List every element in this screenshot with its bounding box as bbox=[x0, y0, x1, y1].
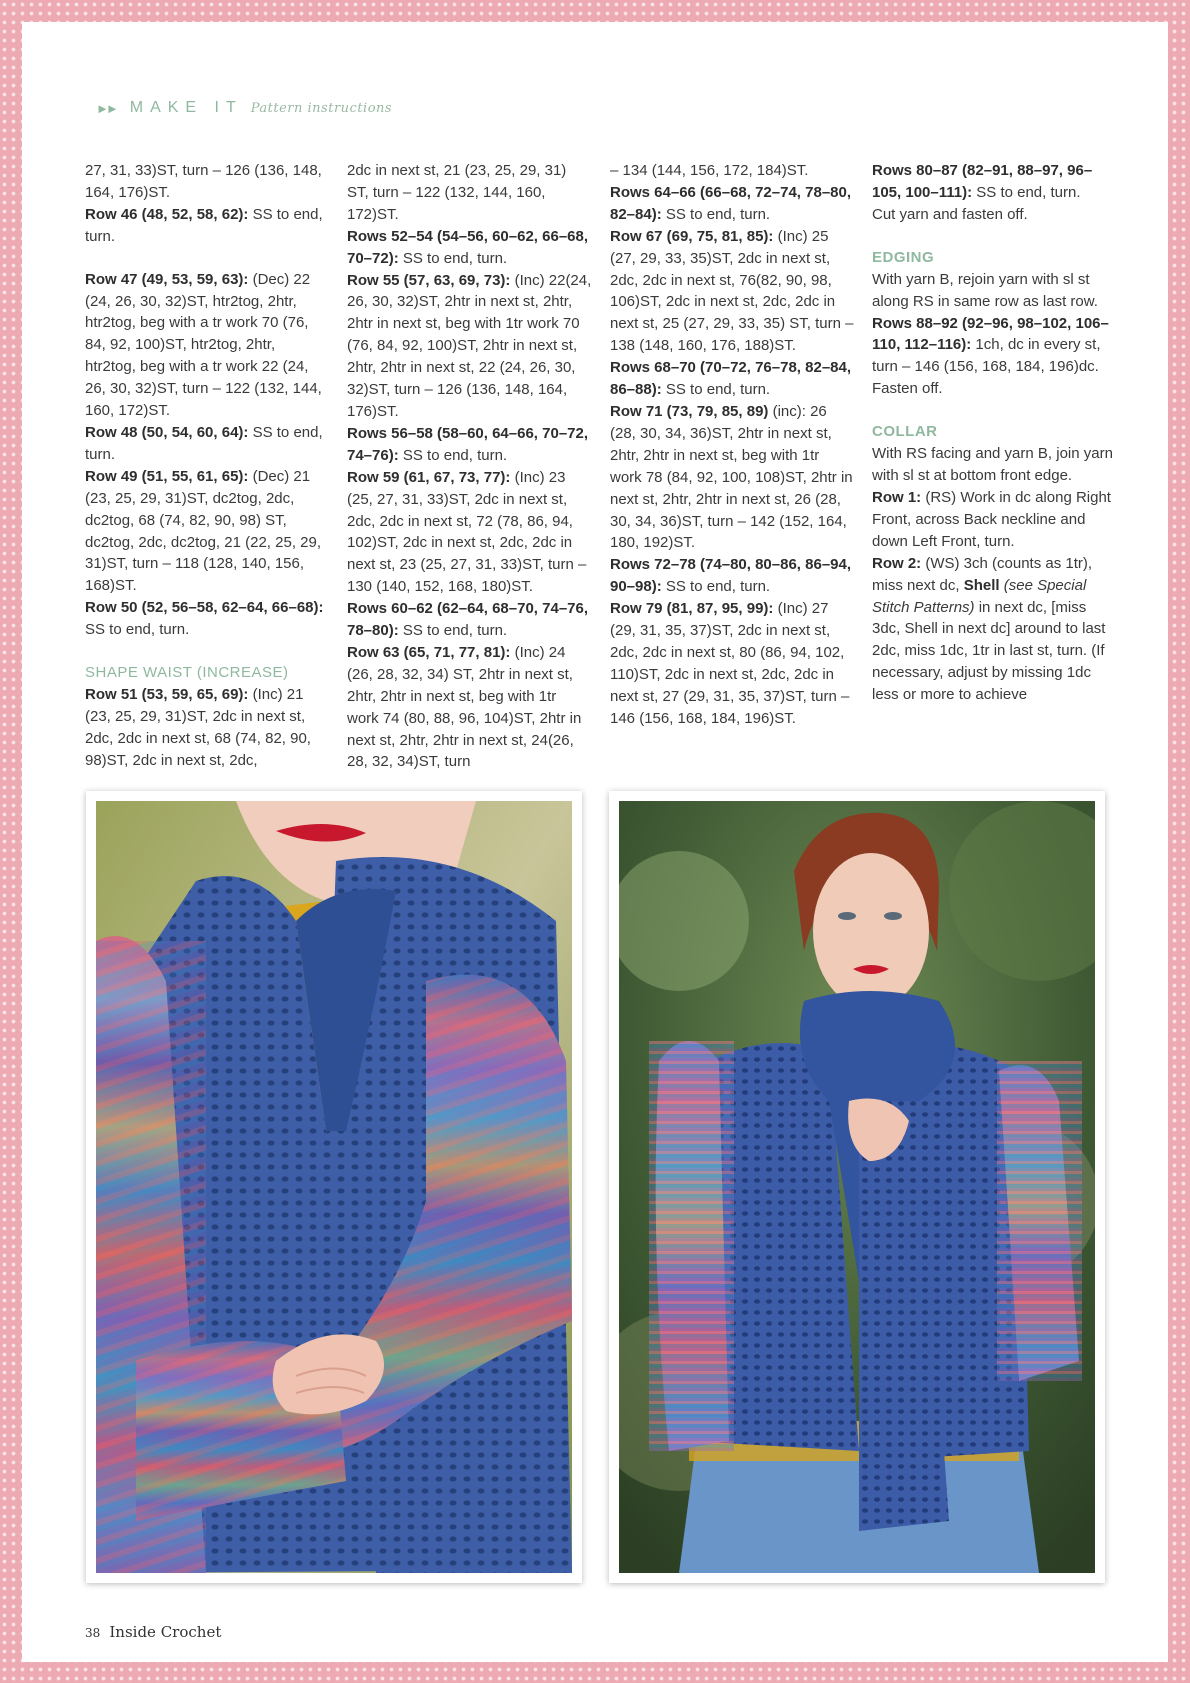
photo-frame-right bbox=[609, 791, 1105, 1583]
cardigan-closeup-image bbox=[96, 801, 572, 1573]
row-label: Row 50 (52, 56–58, 62–64, 66–68): bbox=[85, 599, 324, 617]
pattern-row bbox=[872, 160, 1117, 204]
row-label: Row 46 (48, 52, 58, 62): bbox=[85, 205, 249, 223]
row-text: – 134 (144, 156, 172, 184)ST. bbox=[610, 162, 809, 179]
row-label: Row 71 (73, 79, 85, 89) bbox=[610, 402, 769, 420]
pattern-row bbox=[85, 160, 330, 204]
photo-frame-left bbox=[86, 791, 582, 1583]
model-wearing-cardigan-image bbox=[619, 801, 1095, 1573]
pattern-row bbox=[610, 401, 855, 554]
pattern-row bbox=[347, 226, 592, 270]
page-number: 38 bbox=[85, 1626, 101, 1640]
photo-closeup bbox=[96, 801, 572, 1573]
pattern-row bbox=[610, 226, 855, 357]
row-text: 27, 31, 33)ST, turn – 126 (136, 148, 164, 176)ST. bbox=[85, 162, 322, 201]
pattern-row bbox=[347, 467, 592, 598]
pattern-row bbox=[347, 270, 592, 423]
stitch-name: Shell bbox=[963, 576, 1000, 594]
row-label: Rows 88–92 (92–96, 98–102, 106–110, 112–116): bbox=[872, 314, 1109, 354]
row-label: Rows 68–70 (70–72, 76–78, 82–84, 86–88): bbox=[610, 359, 852, 399]
text-column-1 bbox=[85, 160, 330, 772]
row-text: With yarn B, rejoin yarn with sl st along RS in same row as last row. bbox=[872, 270, 1098, 310]
row-label: Row 63 (65, 71, 77, 81): bbox=[347, 643, 511, 661]
row-text: Cut yarn and fasten off. bbox=[872, 205, 1028, 223]
row-text: SS to end, turn. bbox=[398, 446, 508, 464]
row-text: SS to end, turn. bbox=[661, 205, 771, 223]
section-heading: EDGING bbox=[872, 248, 935, 266]
row-text: SS to end, turn. bbox=[661, 381, 771, 399]
pattern-row bbox=[85, 269, 330, 422]
row-text: With RS facing and yarn B, join yarn with sl st at bottom front edge. bbox=[872, 445, 1113, 485]
pattern-row bbox=[85, 597, 330, 641]
row-text: (Inc) 27 (29, 31, 35, 37)ST, 2dc in next st, 2dc, 2dc in next st, 80 (86, 94, 102, 110)ST, 2dc in next st, 2dc, 2dc in next st, 27 (29, 31, 35, 37)ST, turn – 146 (156, 168, 184, 196)ST. bbox=[610, 600, 850, 727]
row-text: (WS) 3ch (counts as 1tr), miss next dc, bbox=[872, 554, 1093, 594]
row-label: Row 51 (53, 59, 65, 69): bbox=[85, 686, 249, 704]
pattern-row bbox=[872, 378, 1117, 400]
row-label: Rows 52–54 (54–56, 60–62, 66–68, 70–72): bbox=[347, 227, 589, 267]
text-column-4 bbox=[872, 160, 1117, 706]
section-heading: COLLAR bbox=[872, 423, 938, 441]
row-label: Row 48 (50, 54, 60, 64): bbox=[85, 423, 249, 441]
row-label: Rows 80–87 (82–91, 88–97, 96–105, 100–111): bbox=[872, 162, 1093, 201]
pattern-row bbox=[85, 466, 330, 597]
pattern-row bbox=[347, 598, 592, 642]
pattern-row bbox=[872, 487, 1117, 553]
row-label: Rows 60–62 (62–64, 68–70, 74–76, 78–80): bbox=[347, 600, 589, 640]
page-footer bbox=[85, 1622, 221, 1641]
row-text: SS to end, turn. bbox=[85, 423, 323, 463]
row-label: Row 67 (69, 75, 81, 85): bbox=[610, 227, 774, 245]
pattern-row bbox=[610, 357, 855, 401]
pattern-row bbox=[610, 160, 855, 182]
pattern-row bbox=[872, 269, 1117, 313]
page-header bbox=[96, 96, 392, 120]
row-label: Row 49 (51, 55, 61, 65): bbox=[85, 467, 249, 485]
section-heading: SHAPE WAIST (INCREASE) bbox=[85, 664, 289, 682]
row-text: SS to end, turn. bbox=[661, 578, 771, 596]
row-label: Row 1: bbox=[872, 488, 922, 506]
text-column-2 bbox=[347, 160, 592, 773]
row-label: Row 59 (61, 67, 73, 77): bbox=[347, 468, 511, 486]
stitch-note: (see Special Stitch Patterns) bbox=[872, 576, 1087, 616]
pattern-row bbox=[610, 598, 855, 729]
row-text: SS to end, turn. bbox=[398, 622, 508, 640]
row-label: Row 55 (57, 63, 69, 73): bbox=[347, 271, 511, 289]
pattern-row bbox=[872, 443, 1117, 487]
row-text: (Inc) 24 (26, 28, 32, 34) ST, 2htr in next st, 2htr, 2htr in next st, beg with 1tr work 74 (80, 88, 96, 104)ST, 2htr in next st, 2htr, 2htr in next st, 24(26, 28, 32, 34)ST, turn bbox=[347, 643, 582, 771]
row-text: Fasten off. bbox=[872, 380, 943, 398]
pattern-row bbox=[85, 204, 330, 248]
pattern-row bbox=[610, 182, 855, 226]
row-label: Rows 56–58 (58–60, 64–66, 70–72, 74–76): bbox=[347, 424, 589, 464]
magazine-name: Inside Crochet bbox=[109, 1623, 222, 1641]
pattern-row bbox=[347, 160, 592, 226]
pattern-row bbox=[85, 422, 330, 466]
row-text: 1ch, dc in every st, turn – 146 (156, 168, 184, 196)dc. bbox=[872, 336, 1101, 376]
row-text: SS to end, turn. bbox=[972, 183, 1081, 201]
pattern-row bbox=[347, 642, 592, 773]
pattern-row bbox=[85, 684, 330, 772]
row-label: Rows 64–66 (66–68, 72–74, 78–80, 82–84): bbox=[610, 183, 852, 223]
row-text: (Inc) 23 (25, 27, 31, 33)ST, 2dc in next st, 2dc, 2dc in next st, 72 (78, 86, 94, 102)ST, 2dc in next st, 2dc, 2dc in next st, 23 (25, 27, 31, 33)ST, turn – 130 (140, 152, 168, 180)ST. bbox=[347, 468, 587, 596]
row-text: (Dec) 21 (23, 25, 29, 31)ST, dc2tog, 2dc, dc2tog, 68 (74, 82, 90, 98) ST, dc2tog, 2dc, dc2tog, 21 (22, 25, 29, 31)ST, turn – 118 (128, 140, 156, 168)ST. bbox=[85, 467, 322, 595]
row-text: SS to end, turn. bbox=[85, 205, 323, 245]
pattern-row bbox=[347, 423, 592, 467]
row-text: (Inc) 22(24, 26, 30, 32)ST, 2htr in next st, 2htr, 2htr in next st, beg with 1tr work 70 (76, 84, 92, 100)ST, 2htr in next st, 2htr, 2htr in next st, 22 (24, 26, 30, 32)ST, turn – 126 (136, 148, 164, 176)ST. bbox=[347, 271, 592, 420]
section-subtitle: Pattern instructions bbox=[250, 100, 393, 116]
row-text: (RS) Work in dc along Right Front, across Back neckline and down Left Front, turn. bbox=[872, 488, 1111, 550]
row-label: Rows 72–78 (74–80, 80–86, 86–94, 90–98): bbox=[610, 556, 852, 596]
row-text: (Inc) 25 (27, 29, 33, 35)ST, 2dc in next st, 2dc, 2dc in next st, 76(82, 90, 98, 106)ST, 2dc in next st, 2dc, 2dc in next st, 25 (27, 29, 33, 35) ST, turn – 138 (148, 160, 176, 188)ST. bbox=[610, 227, 854, 355]
row-label: Row 47 (49, 53, 59, 63): bbox=[85, 270, 249, 288]
section-title: MAKE IT bbox=[129, 99, 243, 116]
pattern-row bbox=[872, 553, 1117, 706]
row-text: SS to end, turn. bbox=[398, 249, 508, 267]
pattern-row bbox=[610, 554, 855, 598]
double-arrow-icon: ►► bbox=[96, 100, 116, 116]
row-text: (inc): 26 (28, 30, 34, 36)ST, 2htr in next st, 2htr, 2htr in next st, beg with 1tr work 78 (84, 92, 100, 108)ST, 2htr in next st, 2htr, 2htr in next st, 26 (28, 30, 34, 36)ST, turn – 142 (152, 164, 180, 192)ST. bbox=[610, 402, 853, 552]
row-label: Row 79 (81, 87, 95, 99): bbox=[610, 600, 774, 618]
pattern-row bbox=[872, 313, 1117, 379]
text-column-3 bbox=[610, 160, 855, 730]
pattern-row bbox=[872, 204, 1117, 226]
row-label: Row 2: bbox=[872, 554, 922, 572]
row-text: (Dec) 22 (24, 26, 30, 32)ST, htr2tog, 2htr, htr2tog, beg with a tr work 70 (76, 84, 92, 100)ST, htr2tog, 2htr, htr2tog, beg with a tr work 22 (24, 26, 30, 32)ST, turn – 122 (132, 144, 160, 172)ST. bbox=[85, 270, 322, 420]
row-text: SS to end, turn. bbox=[85, 621, 190, 639]
row-text: (Inc) 21 (23, 25, 29, 31)ST, 2dc in next st, 2dc, 2dc in next st, 68 (74, 82, 90, 98)ST, 2dc in next st, 2dc, bbox=[85, 686, 311, 769]
row-text: 2dc in next st, 21 (23, 25, 29, 31) ST, turn – 122 (132, 144, 160, 172)ST. bbox=[347, 162, 567, 223]
photo-model bbox=[619, 801, 1095, 1573]
row-text: in next dc, [miss 3dc, Shell in next dc] around to last 2dc, miss 1dc, 1tr in last st, turn. (If necessary, adjust by missing 1dc less or more to achieve bbox=[872, 598, 1106, 704]
